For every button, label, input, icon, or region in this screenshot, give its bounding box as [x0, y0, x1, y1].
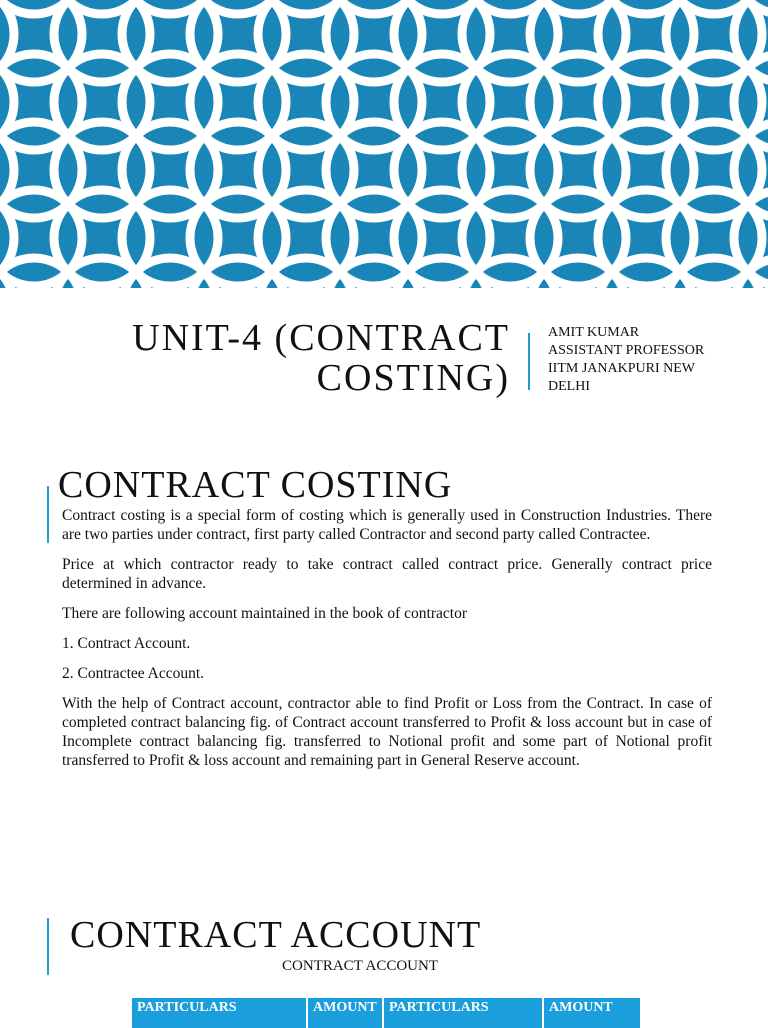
heading-divider: [47, 486, 49, 543]
author-title: ASSISTANT PROFESSOR: [548, 343, 705, 358]
author-block: [548, 324, 704, 396]
body-paragraph: Contract costing is a special form of costing which is generally used in Construction Industries. There are two parties under contract, first party called Contractor and second party called Contractee.: [62, 507, 712, 543]
col-header-particulars: PARTICULARS: [383, 998, 543, 1028]
section-heading-contract-costing: CONTRACT COSTING: [58, 464, 453, 506]
col-header-amount: AMOUNT: [543, 998, 641, 1028]
table-caption: CONTRACT ACCOUNT: [282, 958, 438, 974]
col-header-amount: AMOUNT: [307, 998, 383, 1028]
col-header-particulars: PARTICULARS: [132, 998, 307, 1028]
slide-title-line: UNIT-4 (CONTRACT: [132, 317, 510, 359]
heading-divider: [47, 918, 49, 975]
title-divider: [528, 333, 530, 390]
header-pattern-image: [0, 0, 768, 288]
list-item: 1. Contract Account.: [62, 635, 191, 652]
list-item: 2. Contractee Account.: [62, 665, 205, 682]
body-paragraph: Price at which contractor ready to take contract called contract price. Generally contract price determined in advance.: [62, 556, 712, 592]
author-name: AMIT KUMAR: [548, 325, 640, 340]
body-paragraph: With the help of Contract account, contractor able to find Profit or Loss from the Contract. In case of completed contract balancing fig. of Contract account transferred to Profit & loss account but in case of Incomplete contract balancing fig. transferred to Notional profit and some part of Notional profit transferred to Profit & loss account and remaining part in General Reserve account.: [62, 695, 712, 769]
contract-costing-body: [62, 506, 712, 781]
author-institute: IITM JANAKPURI NEW: [548, 361, 695, 376]
body-paragraph: There are following account maintained in the book of contractor: [62, 605, 467, 622]
author-city: DELHI: [548, 379, 590, 394]
slide-title: [80, 318, 510, 398]
section-heading-contract-account: CONTRACT ACCOUNT: [70, 914, 482, 956]
slide-title-line: COSTING): [316, 357, 510, 399]
